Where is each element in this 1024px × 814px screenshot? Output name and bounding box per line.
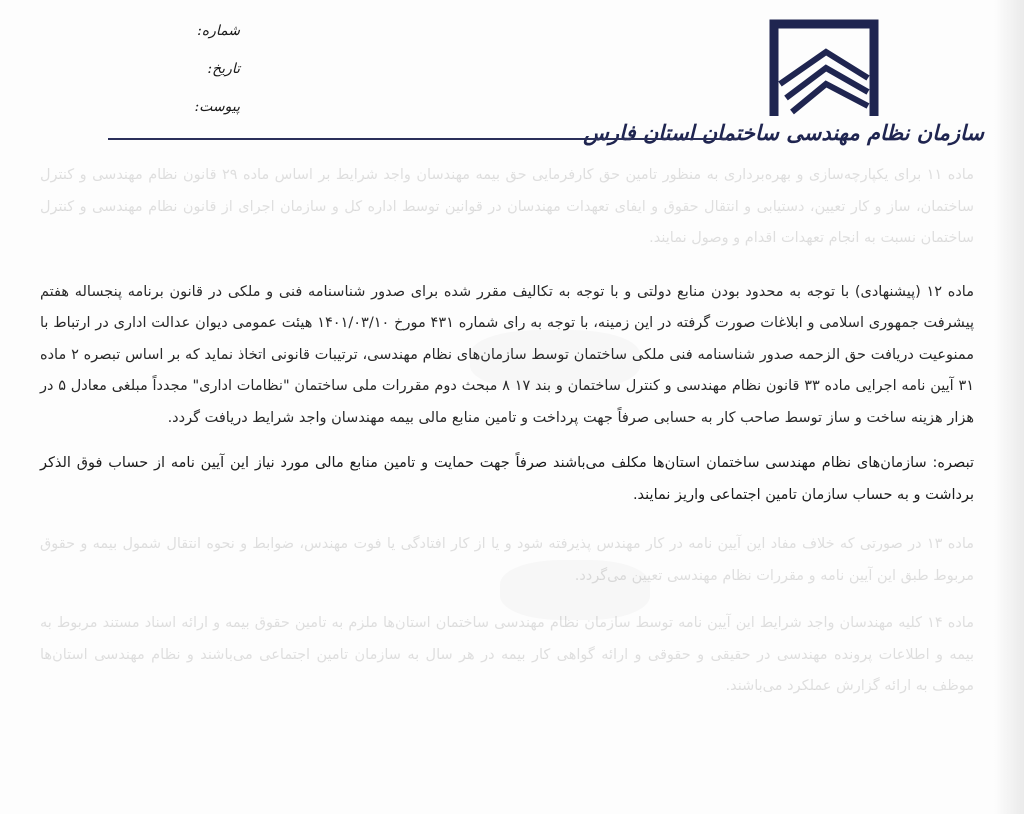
letter-attachment-label: پیوست: [194, 99, 240, 115]
header-divider [108, 138, 738, 140]
article-label: ماده ۱۴ [927, 615, 974, 631]
document-body [40, 160, 974, 723]
article-text: در صورتی که خلاف مفاد این آیین نامه در کار مهندس پذیرفته شود و یا از کار افتادگی یا فوت مهندس، ضوابط و نحوه انتقال شمول بیمه و حقوق مربوط طبق این آیین نامه و مقررات نظام مهندسی تعیین می‌گردد. [40, 536, 974, 584]
letter-date-label: تاریخ: [207, 61, 240, 77]
article-text: (پیشنهادی) با توجه به محدود بودن منابع دولتی و با توجه به تکالیف مقرر شده برای صدور شناسنامه فنی و ملکی در قانون برنامه پنجساله هفتم پیشرفت جمهوری اسلامی و ابلاغات صورت گرفته در این زمینه، با توجه به رای شماره ۴۳۱ مورخ ۱۴۰۱/۰۳/۱۰ هیئت عمومی دیوان عدالت اداری در ارتباط با ممنوعیت دریافت حق الزحمه صدور شناسنامه فنی ملکی ساختمان توسط سازمان‌های نظام مهندسی، ترتیبات قانونی اتخاذ نماید که بر اساس تبصره ۲ ماده ۳۱ آیین نامه اجرایی ماده ۳۳ قانون نظام مهندسی و کنترل ساختمان و بند ۱۷ ۸ مبحث دوم مقررات ملی ساختمان "نظامات اداری" مجدداً مبلغی معادل ۵ در هزار هزینه ساخت و ساز توسط صاحب کار به حسابی صرفاً جهت پرداخت و تامین منابع مالی بیمه مهندسان واجد شرایط دریافت گردد. [40, 283, 975, 426]
note-label: تبصره: [932, 455, 974, 471]
article-11-paragraph [40, 160, 974, 255]
article-label: ماده ۱۲ [926, 283, 974, 300]
page-edge-shadow [994, 0, 1024, 814]
article-label: ماده ۱۱ [926, 167, 974, 183]
article-text: برای یکپارچه‌سازی و بهره‌برداری به منظور تامین حق کارفرمایی حق بیمه مهندسان واجد شرایط بر اساس ماده ۲۹ قانون نظام مهندسی و کنترل ساختمان، ساز و کار تعیین، دستیابی و انتقال حقوق و ایفای تعهدات مهندسان در قوانین توسط اداره کل و سازمان اجرای از قانون نظام مهندسی و کنترل ساختمان نسبت به انجام تعهدات اقدام و وصول نمایند. [40, 167, 974, 246]
article-12-paragraph [40, 277, 974, 435]
organization-logo-block [583, 10, 984, 160]
building-roof-logo-icon [764, 18, 884, 122]
article-text: کلیه مهندسان واجد شرایط این آیین نامه توسط سازمان نظام مهندسی ساختمان استان‌ها ملزم به تامین حقوق بیمه و ارائه اسناد مستند مربوط به بیمه و اطلاعات پرونده مهندسی در حقیقی و حقوقی و ارائه گواهی کار بیمه در هر سال به سازمان تامین اجتماعی می‌باشند و نظام مهندسی استان‌ها موظف به ارائه گزارش عملکرد می‌باشند. [40, 615, 974, 694]
note-text: سازمان‌های نظام مهندسی ساختمان استان‌ها مکلف می‌باشند صرفاً جهت حمایت و تامین منابع مالی مورد نیاز این آیین نامه از حساب فوق الذکر برداشت و به حساب سازمان تامین اجتماعی واریز نمایند. [40, 455, 974, 503]
article-14-paragraph [40, 608, 974, 703]
organization-name: سازمان نظام مهندسی ساختمان استان فارس [583, 120, 984, 145]
note-paragraph [40, 448, 974, 511]
article-13-paragraph [40, 529, 974, 592]
letter-meta-fields [150, 16, 240, 130]
article-label: ماده ۱۳ [926, 536, 974, 552]
letter-number-label: شماره: [197, 23, 240, 39]
